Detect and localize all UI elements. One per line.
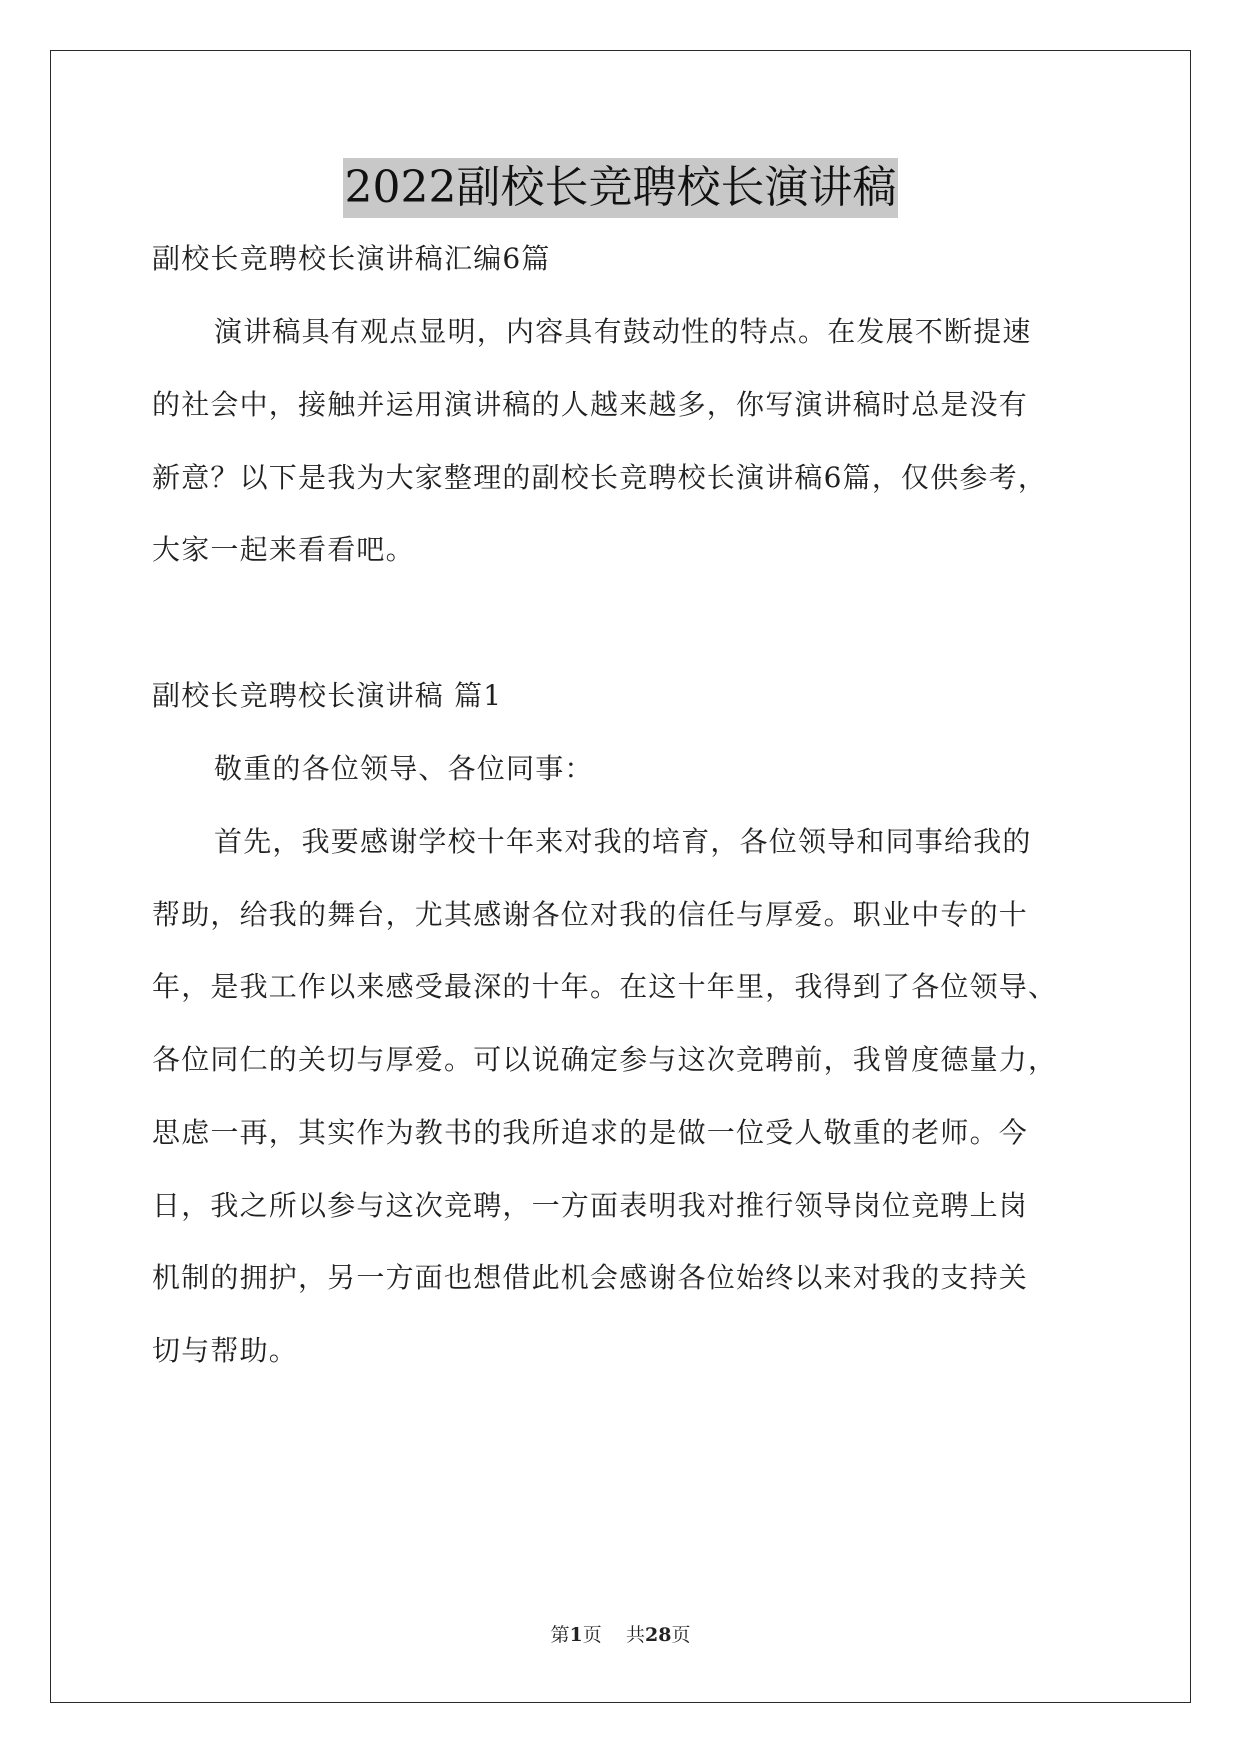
intro-line: 新意？以下是我为大家整理的副校长竞聘校长演讲稿6篇，仅供参考， xyxy=(152,461,1048,494)
intro-line: 演讲稿具有观点显明，内容具有鼓动性的特点。在发展不断提速 xyxy=(214,315,1032,348)
page-border xyxy=(50,50,1191,1703)
page-number: 1 xyxy=(569,1624,583,1646)
total-prefix: 共 xyxy=(625,1624,645,1646)
total-suffix: 页 xyxy=(671,1624,691,1646)
title-container xyxy=(0,158,1241,218)
section-heading: 副校长竞聘校长演讲稿 篇1 xyxy=(152,679,503,712)
body-line: 各位同仁的关切与厚爱。可以说确定参与这次竞聘前，我曾度德量力， xyxy=(152,1043,1058,1076)
intro-line: 大家一起来看看吧。 xyxy=(152,533,415,566)
body-line: 日，我之所以参与这次竞聘，一方面表明我对推行领导岗位竞聘上岗 xyxy=(152,1189,1029,1222)
document-title: 2022副校长竞聘校长演讲稿 xyxy=(343,158,899,218)
body-line: 机制的拥护，另一方面也想借此机会感谢各位始终以来对我的支持关 xyxy=(152,1261,1029,1294)
page-suffix: 页 xyxy=(582,1624,602,1646)
body-line: 帮助，给我的舞台，尤其感谢各位对我的信任与厚爱。职业中专的十 xyxy=(152,898,1029,931)
page-footer xyxy=(0,1620,1241,1647)
total-pages: 28 xyxy=(644,1624,672,1646)
greeting-line: 敬重的各位领导、各位同事： xyxy=(214,752,594,785)
body-line: 切与帮助。 xyxy=(152,1334,299,1367)
intro-line: 的社会中，接触并运用演讲稿的人越来越多，你写演讲稿时总是没有 xyxy=(152,388,1029,421)
body-line: 思虑一再，其实作为教书的我所追求的是做一位受人敬重的老师。今 xyxy=(152,1116,1029,1149)
body-line: 首先，我要感谢学校十年来对我的培育，各位领导和同事给我的 xyxy=(214,825,1032,858)
body-line: 年，是我工作以来感受最深的十年。在这十年里，我得到了各位领导、 xyxy=(152,970,1058,1003)
document-subtitle: 副校长竞聘校长演讲稿汇编6篇 xyxy=(152,242,551,275)
page-prefix: 第 xyxy=(550,1624,570,1646)
